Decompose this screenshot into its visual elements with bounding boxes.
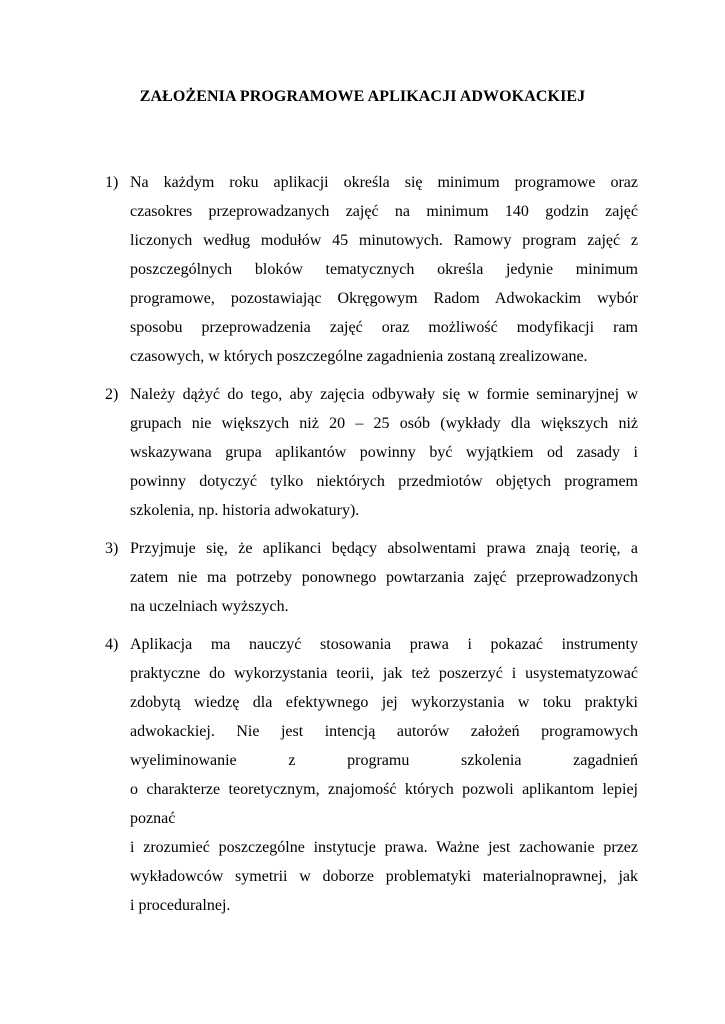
paragraph-line: poszczególnych bloków tematycznych określa jedynie minimum (130, 261, 638, 278)
paragraph-line: zatem nie ma potrzeby ponownego powtarzania zajęć przeprowadzonych (130, 569, 638, 586)
list-item-number: 2) (105, 386, 119, 403)
paragraph-line: grupach nie większych niż 20 – 25 osób (wykłady dla większych niż (130, 415, 638, 432)
paragraph-line: liczonych według modułów 45 minutowych. Ramowy program zajęć z (130, 232, 638, 249)
paragraph-line: o charakterze teoretycznym, znajomość których pozwoli aplikantom lepiej (130, 781, 638, 798)
paragraph-line: wskazywana grupa aplikantów powinny być wyjątkiem od zasady i (130, 444, 638, 461)
list-item (105, 380, 638, 525)
document-title: ZAŁOŻENIA PROGRAMOWE APLIKACJI ADWOKACKIEJ (139, 88, 586, 105)
paragraph-line: powinny dotyczyć tylko niektórych przedmiotów objętych programem (130, 473, 638, 490)
paragraph-line: szkolenia, np. historia adwokatury). (130, 502, 360, 519)
paragraph-line: i proceduralnej. (130, 897, 231, 914)
paragraph-line: programowe, pozostawiając Okręgowym Radom Adwokackim wybór (130, 290, 638, 307)
paragraph-line: zdobytą wiedzę dla efektywnego jej wykorzystania w toku praktyki (130, 694, 638, 711)
paragraph-line: praktyczne do wykorzystania teorii, jak też poszerzyć i usystematyzować (130, 665, 638, 682)
list-item-number: 3) (105, 540, 119, 557)
paragraph-line: poznać (130, 810, 176, 827)
paragraph-line: sposobu przeprowadzenia zajęć oraz możliwość modyfikacji ram (130, 319, 638, 336)
paragraph-line: wyeliminowanie z programu szkolenia zagadnień (130, 752, 638, 769)
paragraph-line: na uczelniach wyższych. (130, 598, 289, 615)
paragraph-line: i zrozumieć poszczególne instytucje prawa. Ważne jest zachowanie przez (130, 839, 638, 856)
paragraph-line: adwokackiej. Nie jest intencją autorów założeń programowych (130, 723, 638, 740)
list-item-number: 4) (105, 636, 119, 653)
numbered-list (105, 168, 638, 929)
list-item (105, 168, 638, 371)
paragraph-line: wykładowców symetrii w doborze problematyki materialnoprawnej, jak (130, 868, 638, 885)
list-item (105, 534, 638, 621)
list-item (105, 630, 638, 920)
paragraph-line: czasowych, w których poszczególne zagadnienia zostaną zrealizowane. (130, 348, 588, 365)
paragraph-line: czasokres przeprowadzanych zajęć na minimum 140 godzin zajęć (130, 203, 638, 220)
paragraph-line: Aplikacja ma nauczyć stosowania prawa i pokazać instrumenty (130, 636, 638, 653)
list-item-number: 1) (105, 174, 119, 191)
paragraph-line: Należy dążyć do tego, aby zajęcia odbywały się w formie seminaryjnej w (130, 386, 638, 403)
paragraph-line: Przyjmuje się, że aplikanci będący absolwentami prawa znają teorię, a (130, 540, 638, 557)
paragraph-line: Na każdym roku aplikacji określa się minimum programowe oraz (130, 174, 638, 191)
